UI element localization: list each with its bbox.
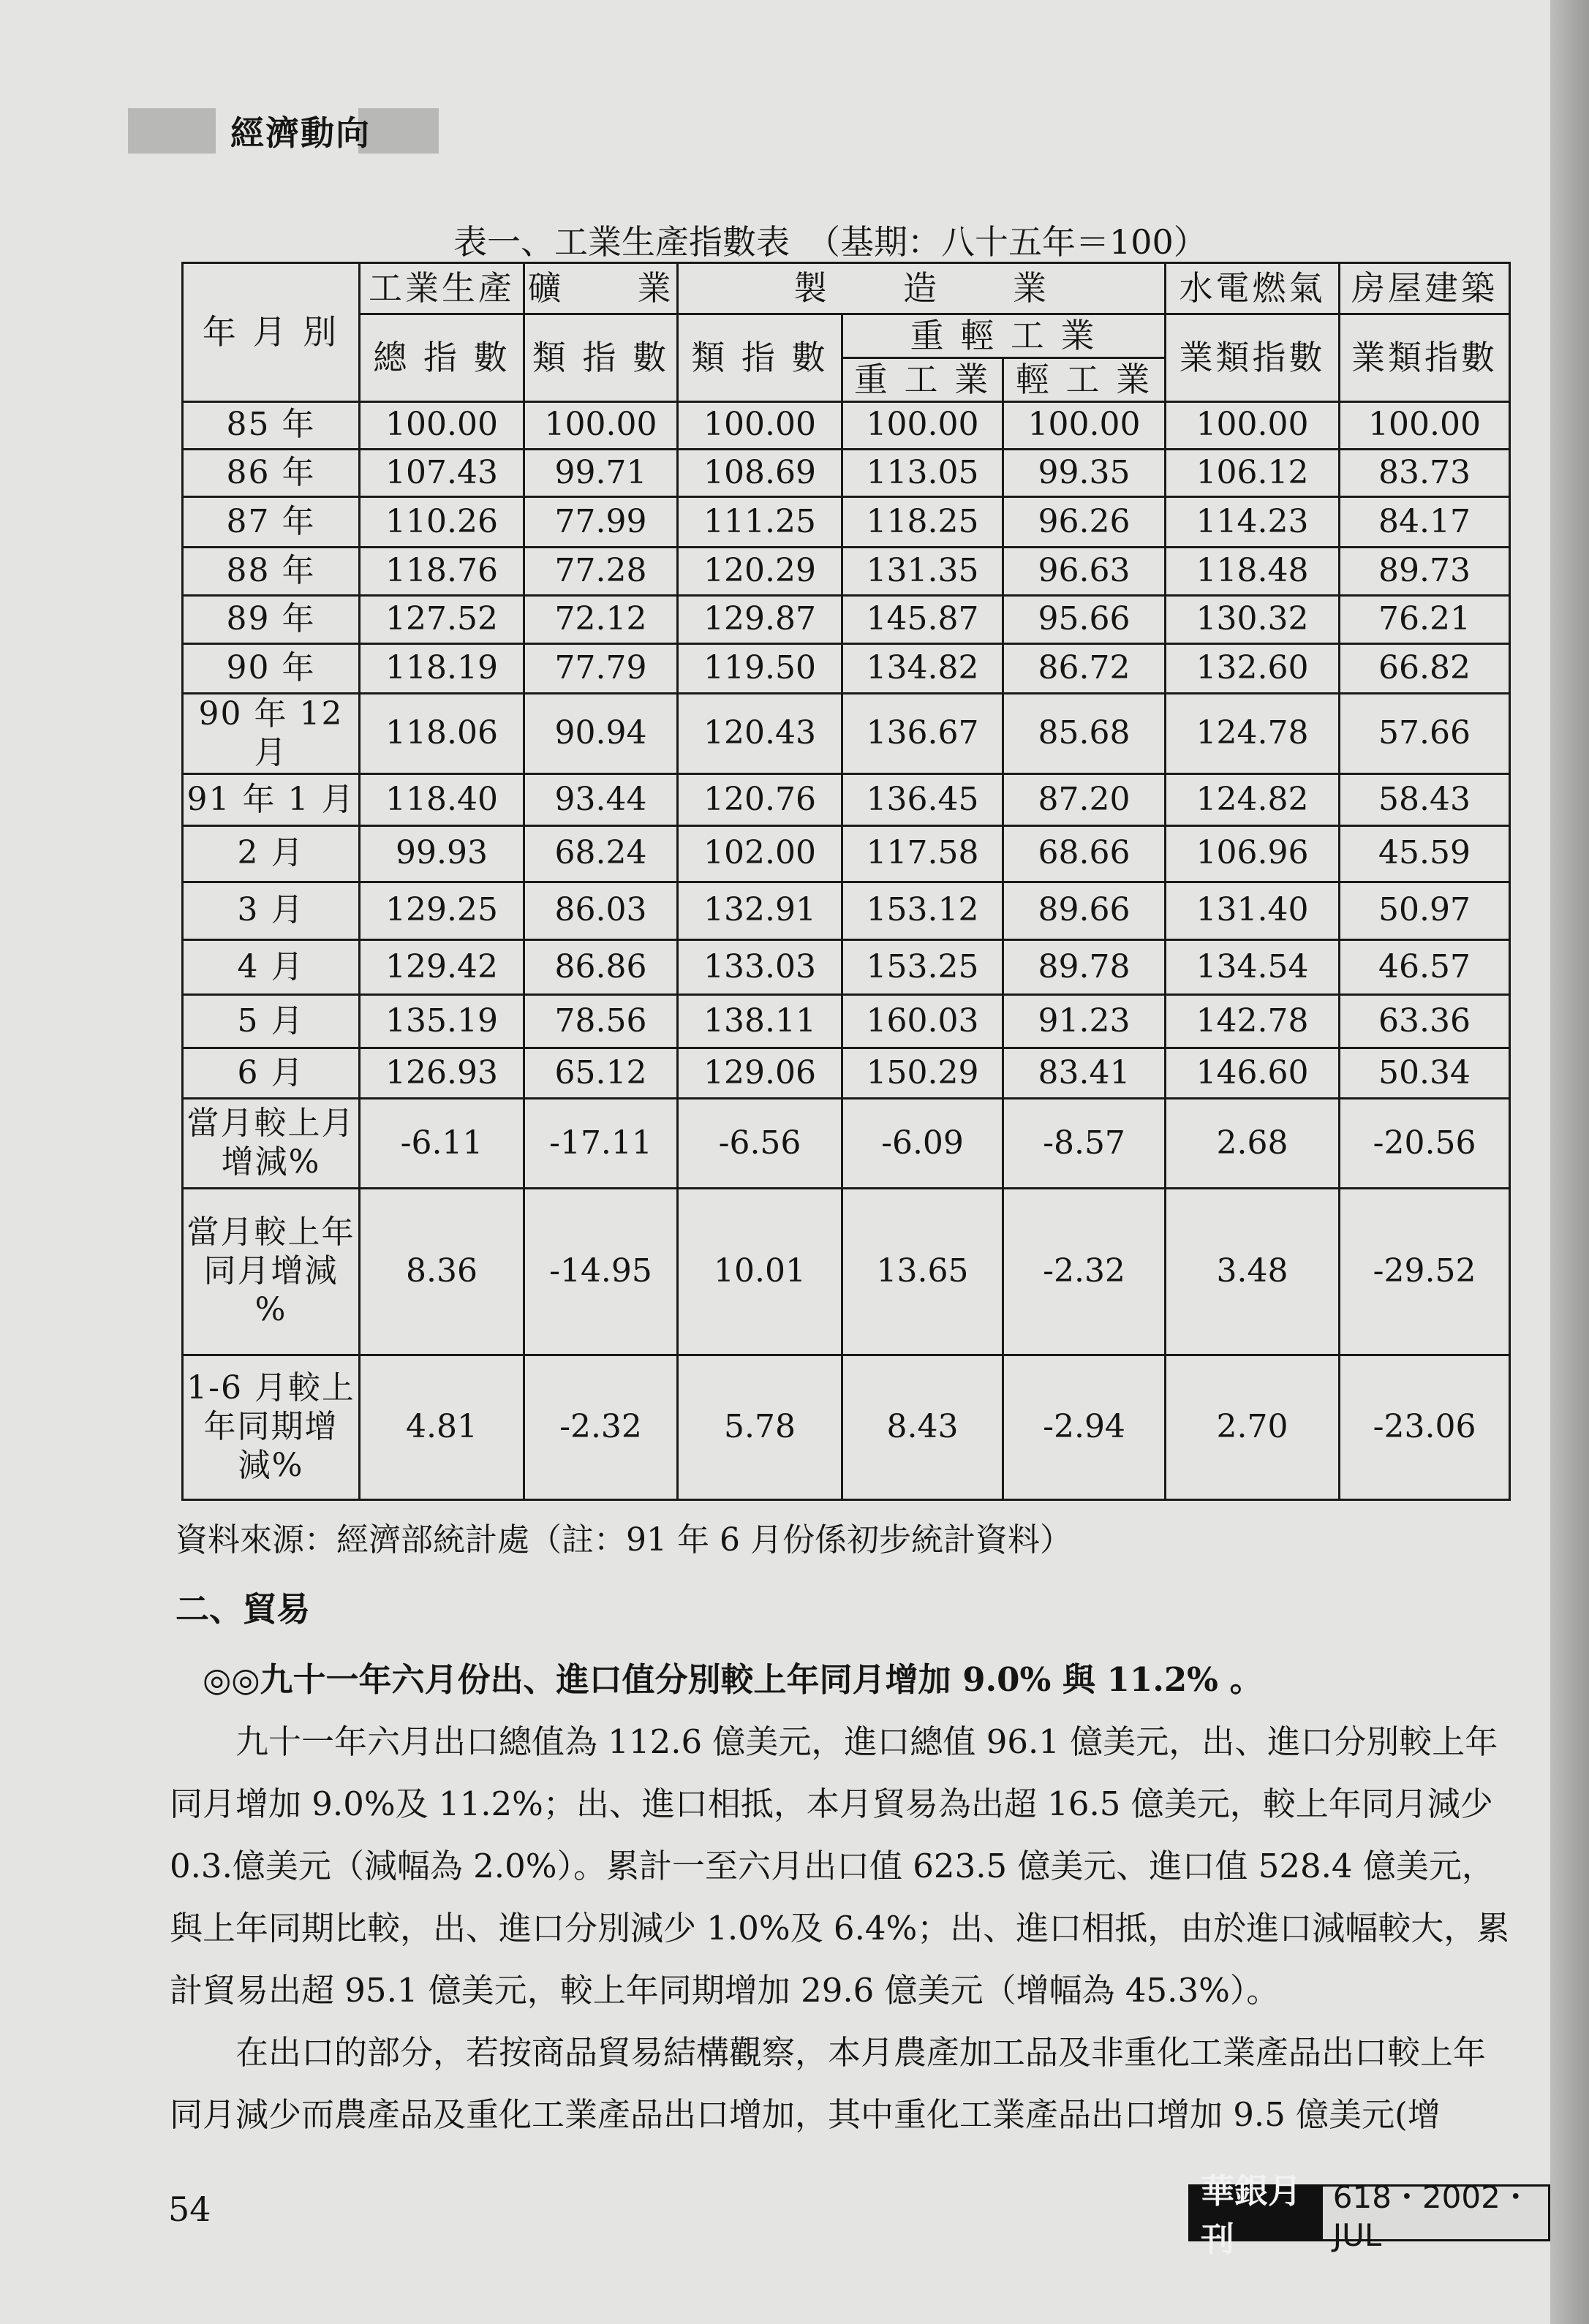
table-cell: 50.97 [1340,882,1510,939]
table-cell: 120.29 [678,548,842,596]
row-label: 90 年 [183,643,360,694]
row-label: 4 月 [183,939,360,995]
table-row [183,1189,1510,1355]
table-cell: 87.20 [1003,774,1166,826]
header-construction-top: 房屋建築 [1340,263,1510,314]
table-cell: 111.25 [678,497,842,548]
table-row [183,643,1510,694]
table-cell: 8.36 [360,1189,524,1355]
table-cell: 136.45 [842,774,1003,826]
table-cell: 129.25 [360,882,524,939]
magazine-name: 華銀月刊 [1190,2187,1323,2239]
table-row [183,548,1510,596]
table-cell: 96.26 [1003,497,1166,548]
header-industrial-bottom: 總 指 數 [360,314,524,402]
table-cell: -2.32 [1003,1189,1166,1355]
table-cell: 58.43 [1340,774,1510,826]
table-cell: -2.32 [524,1355,678,1499]
table-cell: 120.43 [678,694,842,774]
row-label: 85 年 [183,402,360,450]
table-cell: 83.73 [1340,449,1510,497]
industrial-production-index-table [181,262,1511,1501]
table-row [183,774,1510,826]
table-cell: 126.93 [360,1048,524,1099]
table-cell: 118.76 [360,548,524,596]
table-row [183,402,1510,450]
table-cell: 153.12 [842,882,1003,939]
row-label: 當月較上年同月增減 % [183,1189,360,1355]
table-row [183,825,1510,882]
table-cell: 63.36 [1340,995,1510,1048]
table-cell: 99.71 [524,449,678,497]
table-cell: 102.00 [678,825,842,882]
table-cell: 106.96 [1166,825,1340,882]
row-label: 當月較上月增減% [183,1098,360,1188]
table-cell: 118.19 [360,643,524,694]
table-row [183,939,1510,995]
section-header-label: 經濟動向 [230,113,371,153]
table-cell: 86.86 [524,939,678,995]
table-cell: 13.65 [842,1189,1003,1355]
magazine-issue: 618・2002・JUL [1323,2187,1548,2239]
row-label: 90 年 12 月 [183,694,360,774]
table-cell: 118.48 [1166,548,1340,596]
table-cell: -20.56 [1340,1098,1510,1188]
table-cell: 120.76 [678,774,842,826]
header-mining-bottom: 類 指 數 [524,314,678,402]
table-row [183,694,1510,774]
table-cell: 100.00 [524,402,678,450]
section-title: 二、貿易 [175,1589,310,1629]
table-cell: 138.11 [678,995,842,1048]
table-cell: 10.01 [678,1189,842,1355]
page-number: 54 [168,2189,211,2229]
header-heavy-light: 重 輕 工 業 [842,314,1166,358]
table-cell: 146.60 [1166,1048,1340,1099]
body-paragraph: 在出口的部分，若按商品貿易結構觀察，本月農產加工品及非重化工業產品出口較上年同月減少而農產品及重化工業產品出口增加，其中重化工業產品出口增加 9.5 億美元(增 [170,2033,1487,2134]
row-label: 3 月 [183,882,360,939]
table-source-note: 資料來源：經濟部統計處（註：91 年 6 月份係初步統計資料） [175,1521,1072,1559]
table-cell: 153.25 [842,939,1003,995]
row-label: 91 年 1 月 [183,774,360,826]
table-cell: 131.40 [1166,882,1340,939]
table-row [183,595,1510,643]
table-cell: 100.00 [678,402,842,450]
header-utilities-bottom: 業類指數 [1166,314,1340,402]
table-row [183,1048,1510,1099]
row-label: 87 年 [183,497,360,548]
table-cell: 129.06 [678,1048,842,1099]
table-cell: 134.82 [842,643,1003,694]
table-cell: 77.28 [524,548,678,596]
table-row [183,882,1510,939]
table-cell: 114.23 [1166,497,1340,548]
table-cell: 76.21 [1340,595,1510,643]
table-cell: -8.57 [1003,1098,1166,1188]
table-cell: 5.78 [678,1355,842,1499]
table-cell: 127.52 [360,595,524,643]
table-row [183,497,1510,548]
table-row [183,1098,1510,1188]
table-cell: 83.41 [1003,1048,1166,1099]
row-label: 88 年 [183,548,360,596]
table-cell: -23.06 [1340,1355,1510,1499]
header-manufacturing: 製 造 業 [678,263,1166,314]
table-cell: 89.66 [1003,882,1166,939]
row-label: 5 月 [183,995,360,1048]
table-cell: 89.78 [1003,939,1166,995]
row-label: 89 年 [183,595,360,643]
page-edge-shadow [1550,0,1589,2324]
table-cell: 4.81 [360,1355,524,1499]
table-cell: 117.58 [842,825,1003,882]
table-cell: 132.60 [1166,643,1340,694]
table-cell: -6.56 [678,1098,842,1188]
table-cell: -6.11 [360,1098,524,1188]
table-cell: 100.00 [1340,402,1510,450]
table-cell: 3.48 [1166,1189,1340,1355]
table-cell: 132.91 [678,882,842,939]
table-cell: 118.40 [360,774,524,826]
table-cell: 96.63 [1003,548,1166,596]
header-mfg-total: 類 指 數 [678,314,842,402]
table-cell: 50.34 [1340,1048,1510,1099]
table-cell: 100.00 [360,402,524,450]
table-cell: 85.68 [1003,694,1166,774]
table-cell: 119.50 [678,643,842,694]
table-cell: 118.06 [360,694,524,774]
table-cell: 99.35 [1003,449,1166,497]
section-header [128,102,442,155]
article-body [170,1649,1515,2146]
table-cell: 2.70 [1166,1355,1340,1499]
table-cell: 113.05 [842,449,1003,497]
table-cell: 129.42 [360,939,524,995]
table-cell: 106.12 [1166,449,1340,497]
table-cell: 66.82 [1340,643,1510,694]
table-cell: -29.52 [1340,1189,1510,1355]
table-cell: 77.99 [524,497,678,548]
table-cell: 65.12 [524,1048,678,1099]
table-cell: -17.11 [524,1098,678,1188]
table-cell: 57.66 [1340,694,1510,774]
table-cell: 46.57 [1340,939,1510,995]
table-cell: 72.12 [524,595,678,643]
table-cell: 110.26 [360,497,524,548]
header-utilities-top: 水電燃氣 [1166,263,1340,314]
table-cell: 100.00 [842,402,1003,450]
table-cell: 108.69 [678,449,842,497]
table-cell: 77.79 [524,643,678,694]
table-row [183,995,1510,1048]
table-cell: 124.78 [1166,694,1340,774]
table-cell: 90.94 [524,694,678,774]
table-cell: 86.72 [1003,643,1166,694]
table-cell: 160.03 [842,995,1003,1048]
lead-paragraph: ◎◎九十一年六月份出、進口值分別較上年同月增加 9.0% 與 11.2% 。 [203,1660,1263,1699]
table-cell: 133.03 [678,939,842,995]
table-cell: 8.43 [842,1355,1003,1499]
table-cell: 107.43 [360,449,524,497]
row-label: 1-6 月較上年同期增減% [183,1355,360,1499]
table-cell: 91.23 [1003,995,1166,1048]
row-label: 6 月 [183,1048,360,1099]
table-cell: 100.00 [1003,402,1166,450]
table-cell: 100.00 [1166,402,1340,450]
table-cell: 45.59 [1340,825,1510,882]
table-cell: 89.73 [1340,548,1510,596]
table-cell: 124.82 [1166,774,1340,826]
row-label: 86 年 [183,449,360,497]
table-cell: 129.87 [678,595,842,643]
table-cell: 142.78 [1166,995,1340,1048]
table-cell: 130.32 [1166,595,1340,643]
table-cell: 145.87 [842,595,1003,643]
table-row [183,1355,1510,1499]
table-cell: 135.19 [360,995,524,1048]
table-cell: 2.68 [1166,1098,1340,1188]
header-shade-left [128,108,216,154]
header-heavy: 重 工 業 [842,358,1003,402]
table-cell: 134.54 [1166,939,1340,995]
table-row [183,449,1510,497]
header-construction-bottom: 業類指數 [1340,314,1510,402]
table-cell: -14.95 [524,1189,678,1355]
table-cell: 136.67 [842,694,1003,774]
table-cell: -6.09 [842,1098,1003,1188]
table-cell: 131.35 [842,548,1003,596]
body-paragraph: 九十一年六月出口總值為 112.6 億美元，進口總值 96.1 億美元，出、進口分別較上年同月增加 9.0%及 11.2%；出、進口相抵，本月貿易為出超 16.5 億美元，較上年同月減少 0.3.億美元（減幅為 2.0%）。累計一至六月出口值 623.5 億美元、進口值 528.4 億美元，與上年同期比較，出、進口分別減少 1.0%及 6.4%；出、進口相抵，由於進口減幅較大，累計貿易出超 95.1 億美元，較上年同期增加 29.6 億美元（增幅為 45.3%）。 [170,1722,1510,2010]
table-cell: 86.03 [524,882,678,939]
table-cell: 84.17 [1340,497,1510,548]
header-mining-top: 礦 業 [524,263,678,314]
table-cell: 95.66 [1003,595,1166,643]
table-cell: 78.56 [524,995,678,1048]
table-cell: 93.44 [524,774,678,826]
header-light: 輕 工 業 [1003,358,1166,402]
row-label: 2 月 [183,825,360,882]
header-industrial-top: 工業生產 [360,263,524,314]
table-title: 表一、工業生產指數表 （基期：八十五年＝100） [453,222,1207,262]
table-cell: 68.24 [524,825,678,882]
table-cell: 68.66 [1003,825,1166,882]
table-cell: 118.25 [842,497,1003,548]
header-period: 年 月 別 [183,263,360,402]
table-cell: 150.29 [842,1048,1003,1099]
table-cell: -2.94 [1003,1355,1166,1499]
magazine-footer-badge [1188,2171,1550,2259]
table-cell: 99.93 [360,825,524,882]
